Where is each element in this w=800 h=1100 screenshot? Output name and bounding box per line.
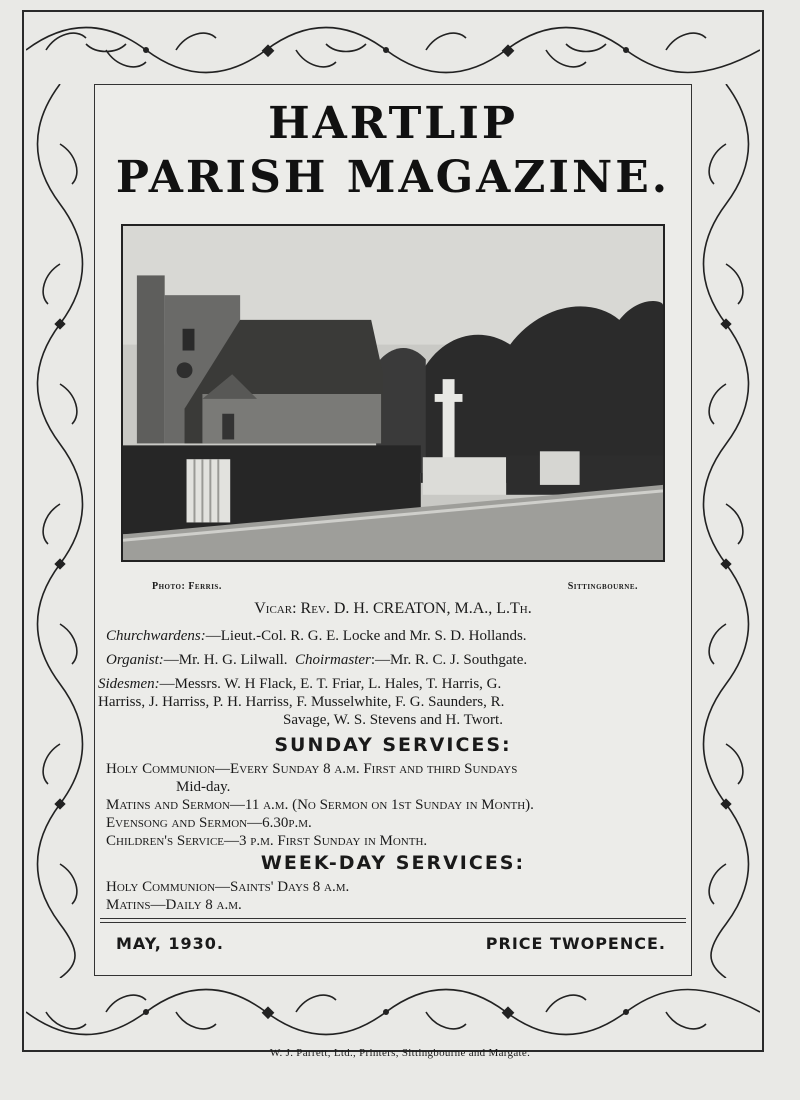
right-ornament-border [692, 84, 760, 978]
weekday-service-item: Matins—Daily 8 a.m. [106, 897, 242, 913]
issue-price: PRICE TWOPENCE. [485, 934, 666, 953]
vicar-line: Vicar: Rev. D. H. CREATON, M.A., L.Th. [254, 600, 532, 617]
weekday-service-item: Holy Communion—Saints' Days 8 a.m. [106, 879, 350, 895]
churchwardens-label: Churchwardens: [106, 628, 206, 644]
sidesmen-line-3: Savage, W. S. Stevens and H. Twort. [283, 712, 503, 728]
organist-name: —Mr. H. G. Lilwall. [163, 652, 288, 668]
divider-rule [100, 922, 686, 923]
churchwardens-line [106, 627, 692, 645]
sunday-service-item: Matins and Sermon—11 a.m. (No Sermon on 1st Sunday in Month). [106, 797, 534, 813]
divider-rule [100, 918, 686, 919]
choirmaster-name: :—Mr. R. C. J. Southgate. [370, 652, 528, 668]
masthead-title-line2: PARISH MAGAZINE. [115, 152, 671, 203]
sidesmen-line-1 [98, 675, 684, 693]
sunday-service-item: Holy Communion—Every Sunday 8 a.m. First and third Sundays [106, 761, 518, 777]
sunday-service-item: Mid-day. [176, 779, 231, 795]
photo-location: Sittingbourne. [567, 581, 638, 592]
bottom-ornament-border [26, 976, 760, 1048]
photo-credit: Photo: Ferris. [152, 581, 222, 592]
sunday-service-item: Children's Service—3 p.m. First Sunday in Month. [106, 833, 428, 849]
sidesmen-line-2: Harriss, J. Harriss, P. H. Harriss, F. Musselwhite, F. G. Saunders, R. [98, 694, 505, 710]
sidesmen-names-1: —Messrs. W. H Flack, E. T. Friar, L. Hales, T. Harris, G. [159, 676, 502, 692]
sidesmen-label: Sidesmen: [98, 676, 160, 692]
printer-imprint: W. J. Parrett, Ltd., Printers, Sittingbourne and Margate. [269, 1047, 531, 1059]
top-ornament-border [26, 14, 760, 86]
choirmaster-label: Choirmaster [295, 652, 371, 668]
left-ornament-border [26, 84, 94, 978]
sunday-service-item: Evensong and Sermon—6.30p.m. [106, 815, 312, 831]
organist-label: Organist: [106, 652, 164, 668]
masthead-title-line1: HARTLIP [268, 98, 518, 149]
church-photo [121, 224, 665, 562]
organist-line [106, 651, 692, 669]
weekday-services-heading: WEEK-DAY SERVICES: [260, 852, 526, 874]
sunday-services-heading: SUNDAY SERVICES: [274, 734, 512, 756]
issue-date: MAY, 1930. [116, 934, 224, 953]
churchwardens-names: —Lieut.-Col. R. G. E. Locke and Mr. S. D. Hollands. [205, 628, 527, 644]
